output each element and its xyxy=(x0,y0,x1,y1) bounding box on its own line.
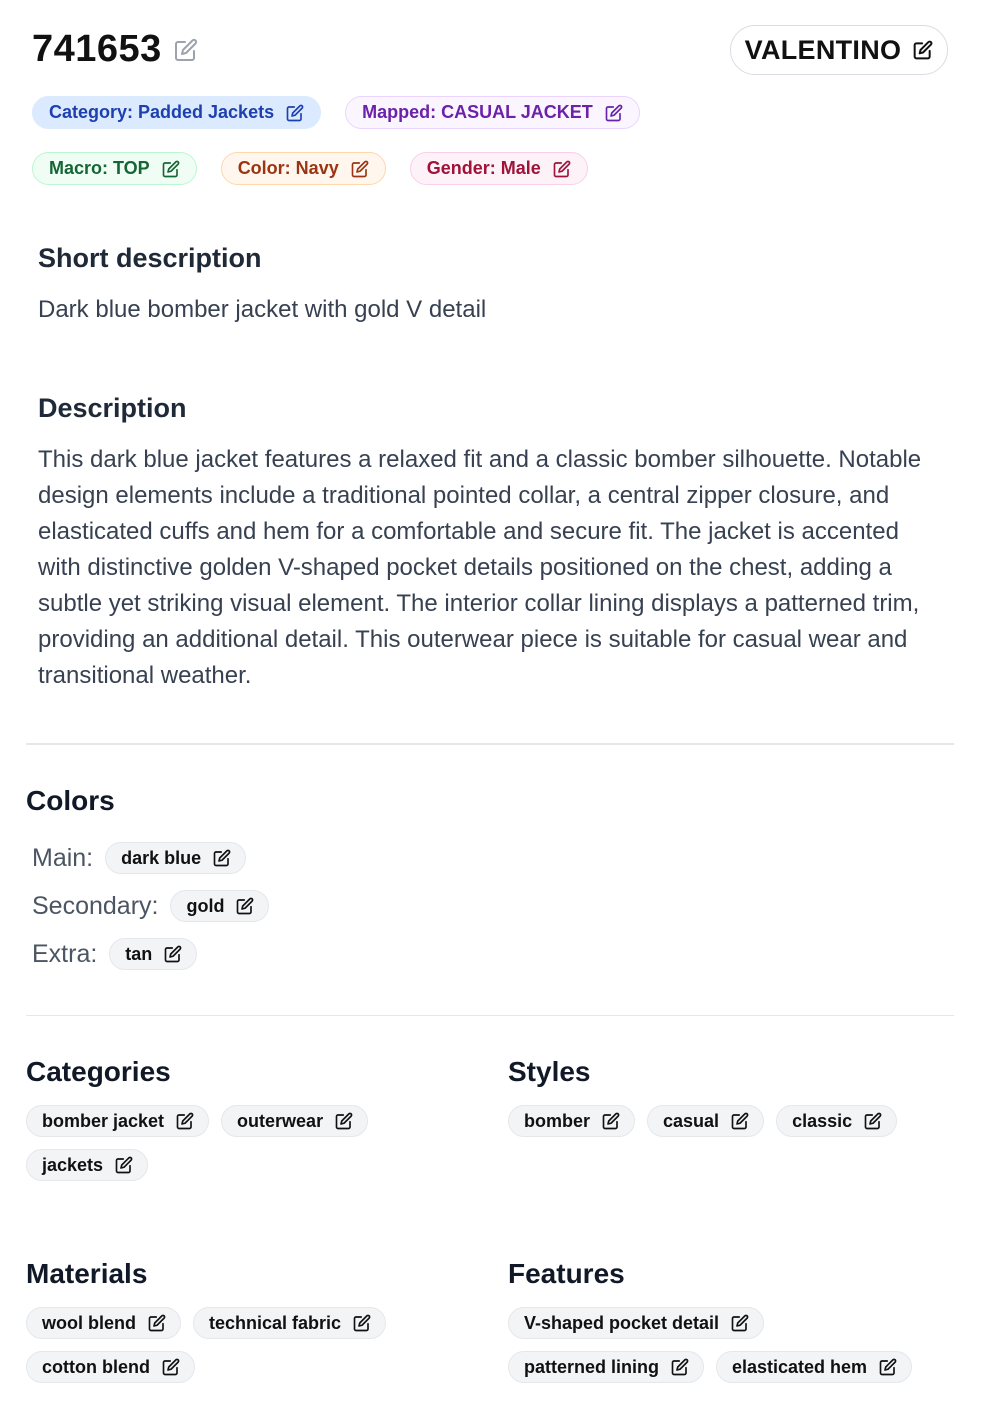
feature-chip-label: elasticated hem xyxy=(732,1356,868,1377)
edit-icon[interactable] xyxy=(162,160,180,178)
short-description-heading: Short description xyxy=(38,243,262,273)
section-divider xyxy=(26,1015,954,1016)
edit-icon[interactable] xyxy=(353,1314,371,1332)
styles-list xyxy=(508,1105,958,1149)
edit-icon[interactable] xyxy=(335,1112,353,1130)
secondary-color-chip[interactable] xyxy=(170,890,269,922)
category-tag-label: Category: Padded Jackets xyxy=(49,102,275,122)
color-row-secondary xyxy=(32,890,269,922)
feature-chip[interactable] xyxy=(716,1351,912,1383)
edit-icon[interactable] xyxy=(115,1156,133,1174)
mapped-tag[interactable] xyxy=(345,96,640,129)
materials-heading: Materials xyxy=(26,1258,148,1289)
materials-list xyxy=(26,1307,466,1395)
gender-tag-label: Gender: Male xyxy=(426,158,541,178)
category-chip-label: jackets xyxy=(42,1154,104,1175)
edit-icon[interactable] xyxy=(174,38,198,62)
gender-tag[interactable] xyxy=(410,152,588,185)
product-id-header xyxy=(32,28,198,71)
color-tag-label: Color: Navy xyxy=(237,158,339,178)
feature-chip[interactable] xyxy=(508,1307,764,1339)
style-chip-label: classic xyxy=(792,1110,853,1131)
color-tag[interactable] xyxy=(221,152,386,185)
styles-heading: Styles xyxy=(508,1056,591,1087)
features-list xyxy=(508,1307,958,1395)
edit-icon[interactable] xyxy=(351,160,369,178)
extra-color-value: tan xyxy=(125,943,153,964)
edit-icon[interactable] xyxy=(162,1358,180,1376)
edit-icon[interactable] xyxy=(213,849,231,867)
macro-tag[interactable] xyxy=(32,152,197,185)
material-chip[interactable] xyxy=(26,1307,181,1339)
style-chip-label: bomber xyxy=(524,1110,591,1131)
category-chip[interactable] xyxy=(26,1149,148,1181)
description-heading: Description xyxy=(38,393,187,423)
edit-icon[interactable] xyxy=(602,1112,620,1130)
material-chip[interactable] xyxy=(26,1351,195,1383)
feature-chip-label: patterned lining xyxy=(524,1356,659,1377)
material-chip-label: cotton blend xyxy=(42,1356,150,1377)
main-color-value: dark blue xyxy=(121,847,202,868)
color-row-main xyxy=(32,842,246,874)
edit-icon[interactable] xyxy=(553,160,571,178)
main-color-label: Main: xyxy=(32,843,94,872)
description-text: This dark blue jacket features a relaxed fit and a classic bomber silhouette. Notable design elements include a traditional pointed collar, a central zipper closure, and elasticated cuffs and hem for a comfortable and secure fit. The jacket is accented with distinctive golden V-shaped pocket details positioned on the chest, adding a subtle yet striking visual element. The interior collar lining displays a patterned trim, providing an additional detail. This outerwear piece is suitable for casual wear and transitional weather. xyxy=(38,446,922,689)
edit-icon[interactable] xyxy=(148,1314,166,1332)
edit-icon[interactable] xyxy=(731,1314,749,1332)
material-chip-label: wool blend xyxy=(42,1312,136,1333)
edit-icon[interactable] xyxy=(176,1112,194,1130)
edit-icon[interactable] xyxy=(671,1358,689,1376)
edit-icon[interactable] xyxy=(286,104,304,122)
product-id: 741653 xyxy=(32,28,162,70)
edit-icon[interactable] xyxy=(731,1112,749,1130)
categories-list xyxy=(26,1105,466,1193)
style-chip[interactable] xyxy=(776,1105,897,1137)
brand-name: VALENTINO xyxy=(744,34,902,65)
features-heading: Features xyxy=(508,1258,625,1289)
brand-pill[interactable] xyxy=(730,25,948,75)
secondary-color-value: gold xyxy=(186,895,225,916)
secondary-color-label: Secondary: xyxy=(32,891,159,920)
material-chip[interactable] xyxy=(193,1307,386,1339)
section-divider xyxy=(26,743,954,745)
style-chip[interactable] xyxy=(508,1105,635,1137)
attribute-tags-row-1 xyxy=(32,96,664,129)
category-tag[interactable] xyxy=(32,96,321,129)
edit-icon[interactable] xyxy=(864,1112,882,1130)
category-chip-label: outerwear xyxy=(237,1110,324,1131)
style-chip[interactable] xyxy=(647,1105,764,1137)
edit-icon[interactable] xyxy=(164,945,182,963)
material-chip-label: technical fabric xyxy=(209,1312,342,1333)
edit-icon[interactable] xyxy=(605,104,623,122)
edit-icon[interactable] xyxy=(913,40,933,60)
colors-heading: Colors xyxy=(26,785,115,816)
color-row-extra xyxy=(32,938,197,970)
category-chip[interactable] xyxy=(221,1105,368,1137)
short-description-text: Dark blue bomber jacket with gold V detail xyxy=(38,296,487,323)
category-chip[interactable] xyxy=(26,1105,209,1137)
edit-icon[interactable] xyxy=(879,1358,897,1376)
macro-tag-label: Macro: TOP xyxy=(49,158,150,178)
mapped-tag-label: Mapped: CASUAL JACKET xyxy=(362,102,593,122)
style-chip-label: casual xyxy=(663,1110,720,1131)
edit-icon[interactable] xyxy=(236,897,254,915)
extra-color-label: Extra: xyxy=(32,939,98,968)
main-color-chip[interactable] xyxy=(105,842,246,874)
feature-chip-label: V-shaped pocket detail xyxy=(524,1312,720,1333)
categories-heading: Categories xyxy=(26,1056,171,1087)
category-chip-label: bomber jacket xyxy=(42,1110,165,1131)
feature-chip[interactable] xyxy=(508,1351,704,1383)
extra-color-chip[interactable] xyxy=(109,938,197,970)
attribute-tags-row-2 xyxy=(32,152,612,185)
